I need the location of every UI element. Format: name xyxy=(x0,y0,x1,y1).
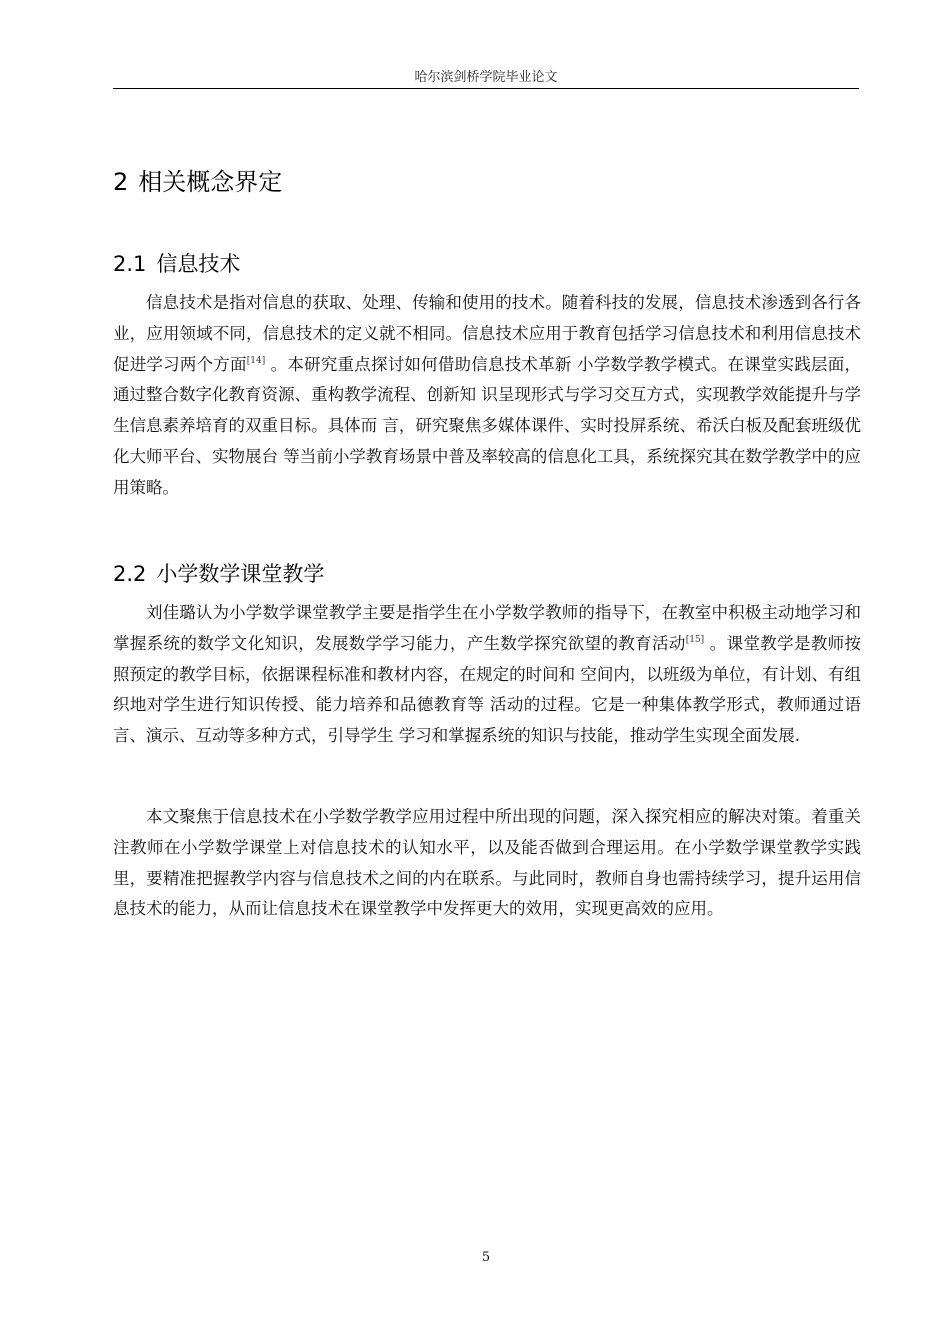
paragraph-text: 。课堂教学是教师按照预定的教学目标，依据课程标准和教材内容，在规定的时间和 空间内，以班级为单位，有计划、有组织地对学生进行知识传授、能力培养和品德教育等 活动的过程。它是一种集体教学形式，教师通过语言、演示、互动等多种方式，引导学生 学习和掌握系统的知识与技能，推动学生实现全面发展. xyxy=(113,633,862,746)
paragraph-text: 信息技术是指对信息的获取、处理、传输和使用的技术。随着科技的发展，信息技术渗透到各行各业，应用领域不同，信息技术的定义就不相同。信息技术应用于教育包括学习信息技术和利用信息技术促进学习两个方面 xyxy=(113,293,861,374)
section-number: 2.2 xyxy=(113,562,147,586)
chapter-number: 2 xyxy=(113,168,129,196)
chapter-title: 相关概念界定 xyxy=(138,168,283,196)
chapter-heading xyxy=(113,162,282,197)
section-title: 小学数学课堂教学 xyxy=(156,562,325,586)
citation-ref-14[interactable]: [14] xyxy=(246,355,266,366)
paragraph-text: 。本研究重点探讨如何借助信息技术革新 小学数学教学模式。在课堂实践层面，通过整合数字化教育资源、重构教学流程、创新知 识呈现形式与学习交互方式，实现教学效能提升与学生信息素养培育的双重目标。具体而 言，研究聚焦多媒体课件、实时投屏系统、希沃白板及配套班级优化大师平台、实物展台 等当前小学教育场景中普及率较高的信息化工具，系统探究其在数学教学中的应用策略。 xyxy=(113,354,861,497)
citation-ref-15[interactable]: [15] xyxy=(685,634,705,645)
section-title: 信息技术 xyxy=(156,252,241,276)
header-rule xyxy=(113,88,859,89)
page-number: 5 xyxy=(481,1250,491,1265)
section-number: 2.1 xyxy=(113,252,147,276)
paragraph-classroom-teaching xyxy=(113,598,861,752)
section-heading-2-2 xyxy=(113,558,324,588)
paragraph-focus: 本文聚焦于信息技术在小学数学教学应用过程中所出现的问题，深入探究相应的解决对策。着重关注教师在小学数学课堂上对信息技术的认知水平，以及能否做到合理运用。在小学数学课堂教学实践里，要精准把握教学内容与信息技术之间的内在联系。与此同时，教师自身也需持续学习，提升运用信息技术的能力，从而让信息技术在课堂教学中发挥更大的效用，实现更高效的应用。 xyxy=(113,807,861,919)
running-header: 哈尔滨剑桥学院毕业论文 xyxy=(414,70,558,85)
section-heading-2-1 xyxy=(113,248,240,278)
paragraph-information-technology xyxy=(113,288,861,504)
paragraph-text: 刘佳璐认为小学数学课堂教学主要是指学生在小学数学教师的指导下，在教室中积极主动地学习和掌握系统的数学文化知识，发展数学学习能力，产生数学探究欲望的教育活动 xyxy=(113,603,861,653)
